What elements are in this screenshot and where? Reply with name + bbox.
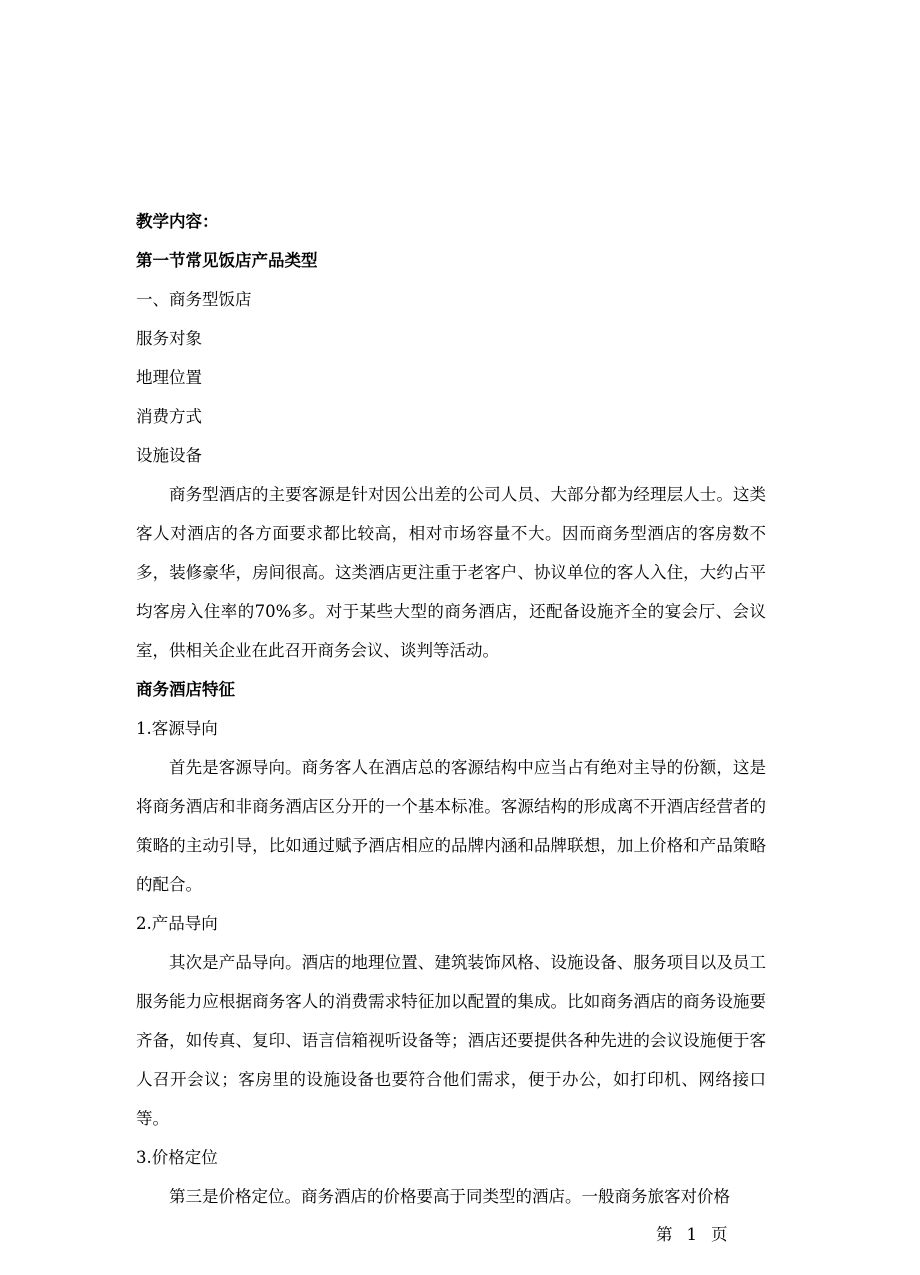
feature-1-paragraph: 首先是客源导向。商务客人在酒店总的客源结构中应当占有绝对主导的份额，这是将商务酒店和非商务酒店区分开的一个基本标准。客源结构的形成离不开酒店经营者的策略的主动引导，比如通过赋予酒店相应的品牌内涵和品牌联想，加上价格和产品策略的配合。 xyxy=(136,758,766,894)
features-heading: 商务酒店特征 xyxy=(136,680,235,699)
list-item: 消费方式 xyxy=(136,407,202,426)
feature-1-title: 1.客源导向 xyxy=(136,719,218,738)
intro-paragraph: 商务型酒店的主要客源是针对因公出差的公司人员、大部分都为经理层人士。这类客人对酒店的各方面要求都比较高，相对市场容量不大。因而商务型酒店的客房数不多，装修豪华，房间很高。这类酒店更注重于老客户、协议单位的客人入住，大约占平均客房入住率的70%多。对于某些大型的商务酒店，还配备设施齐全的宴会厅、会议室，供相关企业在此召开商务会议、谈判等活动。 xyxy=(136,485,766,660)
page-footer xyxy=(656,1222,728,1248)
feature-3-title: 3.价格定位 xyxy=(136,1148,218,1167)
footer-suffix: 页 xyxy=(711,1225,728,1244)
business-hotel-subheading: 一、商务型饭店 xyxy=(136,290,252,309)
feature-2-title: 2.产品导向 xyxy=(136,914,218,933)
feature-3-paragraph: 第三是价格定位。商务酒店的价格要高于同类型的酒店。一般商务旅客对价格 xyxy=(169,1187,730,1206)
list-item: 地理位置 xyxy=(136,368,202,387)
list-item: 服务对象 xyxy=(136,329,202,348)
page-number: 1 xyxy=(686,1225,697,1244)
feature-2-paragraph: 其次是产品导向。酒店的地理位置、建筑装饰风格、设施设备、服务项目以及员工服务能力应根据商务客人的消费需求特征加以配置的集成。比如商务酒店的商务设施要齐备，如传真、复印、语言信箱视听设备等；酒店还要提供各种先进的会议设施便于客人召开会议；客房里的设施设备也要符合他们需求，便于办公，如打印机、网络接口等。 xyxy=(136,953,766,1128)
list-item: 设施设备 xyxy=(136,446,202,465)
teaching-content-heading: 教学内容： xyxy=(136,212,219,231)
document-body xyxy=(136,202,766,1216)
footer-prefix: 第 xyxy=(656,1225,673,1244)
section-heading: 第一节常见饭店产品类型 xyxy=(136,251,318,270)
